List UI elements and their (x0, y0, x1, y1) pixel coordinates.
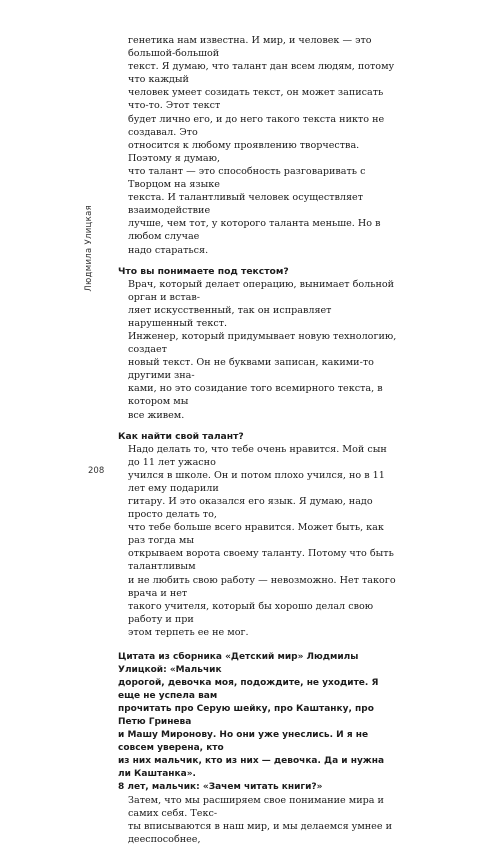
interview-question: Что вы понимаете под текстом? (118, 265, 289, 277)
paragraph: Надо делать то, что тебе очень нравится. Мой сын до 11 лет ужасно учился в школе. Он и потом плохо учился, но в 11 лет ему подарили гитару. И это оказался его язык. Я думаю, надо просто делать то, что тебе больше всего нравится. Может быть, как раз тогда мы открываем ворота своему таланту. Потому что быть талантливым и не любить свою работу — невозможно. Нет такого врача и нет такого учителя, который бы хорошо делал свою работу и при этом терпеть ее не мог. (128, 443, 396, 638)
quote-question-block: Цитата из сборника «Детский мир» Людмилы Улицкой: «Мальчик дорогой, девочка моя, подождите, не уходите. Я еще не успела вам прочитать про Серую шейку, про Каштанку, про Петю Гринева и Машу Миронову. Но они уже унеслись. И я не совсем уверена, кто из них мальчик, кто из них — девочка. Да и нужна ли Каштанка». 8 лет, мальчик: «Зачем читать книги?» (118, 652, 385, 793)
page-number: 208 (88, 466, 105, 476)
page-body (118, 34, 398, 846)
paragraph: Врач, который делает операцию, вынимает больной орган и встав- ляет искусственный, так он исправляет нарушенный текст. Инженер, который придумывает новую технологию, создает новый текст. Он не буквами записан, какими-то другими зна- ками, но это созидание того всемирного текста, в котором мы все живем. (128, 278, 397, 421)
interview-question: Как найти свой талант? (118, 430, 244, 442)
running-head: Людмила Улицкая (84, 205, 94, 292)
paragraph: Затем, что мы расширяем свое понимание мира и самих себя. Текс- ты вписываются в наш мир, и мы делаемся умнее и дееспособнее, (128, 795, 392, 846)
paragraph: генетика нам известна. И мир, и человек — это большой-большой текст. Я думаю, что талант дан всем людям, потому что каждый человек умеет созидать текст, он может записать что-то. Этот текст будет лично его, и до него такого текста никто не создавал. Это относится к любому проявлению творчества. Поэтому я думаю, что талант — это способность разговаривать с Творцом на языке текста. И талантливый человек осуществляет взаимодействие лучше, чем тот, у которого таланта меньше. Но в любом случае надо стараться. (128, 35, 395, 256)
